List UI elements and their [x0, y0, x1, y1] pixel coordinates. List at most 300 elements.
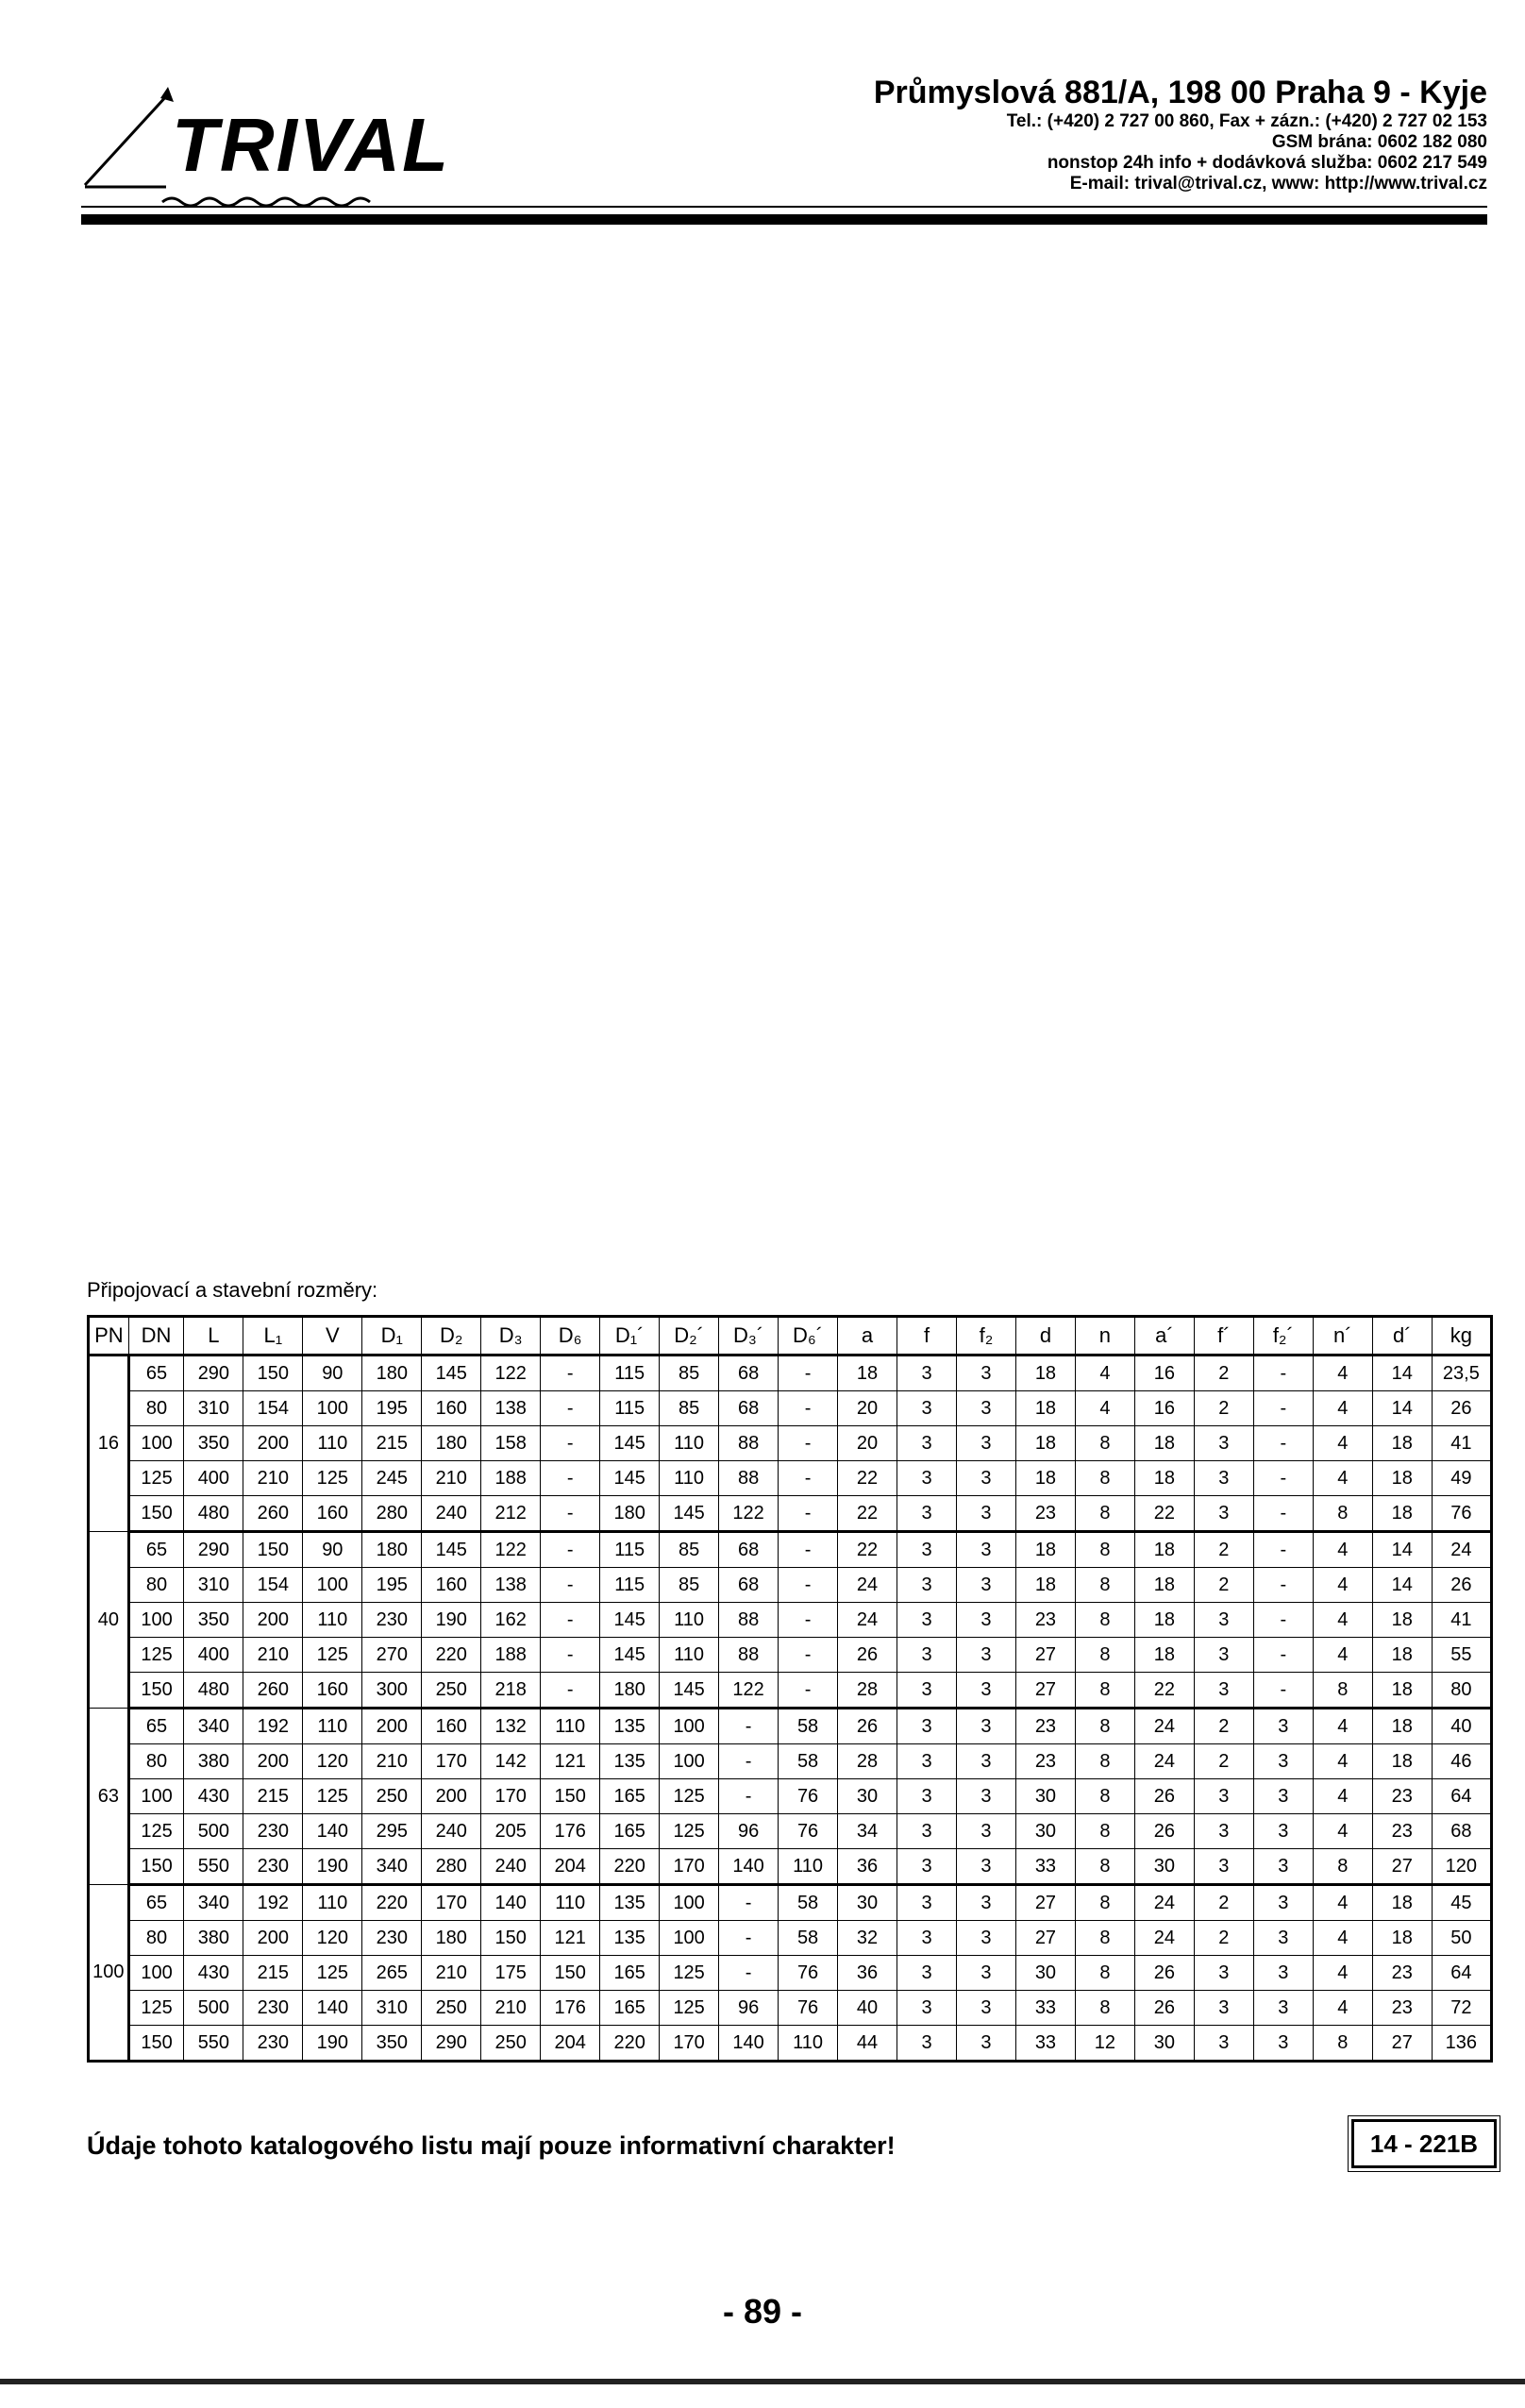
table-cell: - [779, 1568, 838, 1603]
table-cell: 140 [719, 1849, 779, 1885]
table-cell: 80 [128, 1744, 184, 1779]
table-cell: 22 [838, 1496, 897, 1532]
table-cell: 3 [897, 1744, 957, 1779]
table-cell: 3 [897, 1356, 957, 1391]
table-cell: 125 [128, 1638, 184, 1673]
table-cell: 215 [243, 1779, 303, 1814]
table-cell: 145 [600, 1461, 660, 1496]
table-row [89, 1461, 1492, 1496]
table-row [89, 1496, 1492, 1532]
table-cell: 3 [897, 1603, 957, 1638]
table-cell: 3 [956, 1921, 1015, 1956]
table-row [89, 1391, 1492, 1426]
table-cell: 22 [1134, 1496, 1194, 1532]
company-gsm: GSM brána: 0602 182 080 [1271, 132, 1487, 152]
table-cell: 80 [128, 1568, 184, 1603]
column-header: d [1015, 1317, 1075, 1356]
table-cell: 188 [481, 1461, 541, 1496]
table-row [89, 1991, 1492, 2026]
table-cell: 18 [1372, 1638, 1432, 1673]
table-cell: 125 [303, 1461, 362, 1496]
column-header: D₂ [422, 1317, 481, 1356]
table-cell: 33 [1015, 1849, 1075, 1885]
table-cell: 4 [1313, 1603, 1372, 1638]
table-cell: 23 [1372, 1991, 1432, 2026]
table-cell: 18 [1134, 1638, 1194, 1673]
table-cell: 16 [1134, 1391, 1194, 1426]
table-cell: 18 [1372, 1496, 1432, 1532]
table-cell: 3 [956, 1461, 1015, 1496]
table-cell: 3 [1253, 2026, 1313, 2062]
table-cell: 18 [1015, 1391, 1075, 1426]
table-cell: 8 [1075, 1496, 1134, 1532]
table-cell: 3 [897, 1779, 957, 1814]
table-cell: 30 [1015, 1814, 1075, 1849]
table-row [89, 1744, 1492, 1779]
table-cell: - [1253, 1568, 1313, 1603]
column-header: f [897, 1317, 957, 1356]
table-cell: 200 [243, 1426, 303, 1461]
table-cell: 125 [660, 1814, 719, 1849]
table-cell: 125 [660, 1779, 719, 1814]
table-cell: 210 [422, 1956, 481, 1991]
table-cell: 26 [1134, 1956, 1194, 1991]
table-cell: 22 [838, 1532, 897, 1568]
table-cell: 145 [660, 1496, 719, 1532]
table-cell: 500 [184, 1991, 243, 2026]
table-cell: 122 [719, 1673, 779, 1709]
table-cell: 220 [362, 1885, 422, 1921]
table-cell: 68 [719, 1568, 779, 1603]
table-cell: - [779, 1391, 838, 1426]
table-cell: 3 [897, 1814, 957, 1849]
table-cell: 22 [838, 1461, 897, 1496]
table-cell: - [779, 1603, 838, 1638]
table-cell: 24 [1134, 1744, 1194, 1779]
table-row [89, 1673, 1492, 1709]
table-cell: 110 [541, 1885, 600, 1921]
table-cell: 140 [303, 1991, 362, 2026]
table-cell: - [1253, 1673, 1313, 1709]
table-cell: 30 [1134, 2026, 1194, 2062]
table-cell: 30 [838, 1779, 897, 1814]
table-cell: 3 [897, 1568, 957, 1603]
table-cell: 176 [541, 1814, 600, 1849]
table-cell: 210 [422, 1461, 481, 1496]
table-cell: 218 [481, 1673, 541, 1709]
table-cell: 150 [243, 1356, 303, 1391]
table-cell: 145 [600, 1426, 660, 1461]
table-cell: 290 [184, 1356, 243, 1391]
table-cell: 280 [362, 1496, 422, 1532]
table-cell: 3 [897, 1849, 957, 1885]
table-cell: 3 [956, 1426, 1015, 1461]
table-cell: 23 [1372, 1814, 1432, 1849]
table-cell: 80 [128, 1391, 184, 1426]
table-cell: 480 [184, 1496, 243, 1532]
table-cell: 24 [1134, 1921, 1194, 1956]
table-cell: - [1253, 1461, 1313, 1496]
table-cell: 76 [779, 1814, 838, 1849]
column-header: d´ [1372, 1317, 1432, 1356]
table-cell: 4 [1313, 1814, 1372, 1849]
table-cell: 8 [1075, 1814, 1134, 1849]
table-cell: 210 [481, 1991, 541, 2026]
table-cell: 200 [243, 1744, 303, 1779]
table-cell: 8 [1075, 1849, 1134, 1885]
table-cell: 310 [184, 1568, 243, 1603]
table-cell: 4 [1313, 1568, 1372, 1603]
table-cell: 310 [362, 1991, 422, 2026]
table-cell: 3 [1194, 1991, 1253, 2026]
table-row [89, 1532, 1492, 1568]
table-row [89, 1921, 1492, 1956]
column-header: n [1075, 1317, 1134, 1356]
table-row [89, 1814, 1492, 1849]
table-cell: 26 [1134, 1779, 1194, 1814]
table-cell: 8 [1075, 1532, 1134, 1568]
table-cell: 18 [1372, 1921, 1432, 1956]
table-cell: 30 [1134, 1849, 1194, 1885]
table-cell: 250 [422, 1673, 481, 1709]
table-cell: 14 [1372, 1391, 1432, 1426]
table-cell: - [779, 1496, 838, 1532]
table-cell: 41 [1432, 1426, 1491, 1461]
table-cell: 23 [1015, 1603, 1075, 1638]
table-cell: 85 [660, 1356, 719, 1391]
table-cell: 154 [243, 1568, 303, 1603]
table-cell: 380 [184, 1744, 243, 1779]
table-cell: 100 [660, 1885, 719, 1921]
table-cell: 65 [128, 1885, 184, 1921]
table-cell: 23 [1372, 1956, 1432, 1991]
table-cell: 110 [303, 1603, 362, 1638]
table-cell: 220 [600, 1849, 660, 1885]
table-cell: - [779, 1673, 838, 1709]
table-cell: 4 [1313, 1921, 1372, 1956]
table-cell: 265 [362, 1956, 422, 1991]
table-cell: - [1253, 1532, 1313, 1568]
table-cell: - [719, 1709, 779, 1744]
table-cell: 230 [362, 1603, 422, 1638]
table-cell: 350 [184, 1426, 243, 1461]
table-cell: 125 [303, 1638, 362, 1673]
table-cell: 350 [184, 1603, 243, 1638]
table-cell: 24 [838, 1568, 897, 1603]
table-cell: 4 [1313, 1426, 1372, 1461]
table-cell: 68 [1432, 1814, 1491, 1849]
table-cell: 115 [600, 1391, 660, 1426]
table-cell: 122 [481, 1356, 541, 1391]
dimensions-table [87, 1315, 1493, 2063]
table-cell: 3 [1253, 1921, 1313, 1956]
table-cell: 140 [719, 2026, 779, 2062]
table-cell: 3 [1194, 1849, 1253, 1885]
table-cell: 8 [1075, 1673, 1134, 1709]
table-cell: 100 [128, 1603, 184, 1638]
company-phone: Tel.: (+420) 2 727 00 860, Fax + zázn.: (+420) 2 727 02 153 [1006, 111, 1487, 131]
table-cell: 120 [303, 1744, 362, 1779]
table-cell: 18 [1372, 1673, 1432, 1709]
table-row [89, 1426, 1492, 1461]
column-header: D₁´ [600, 1317, 660, 1356]
table-cell: 4 [1313, 1461, 1372, 1496]
table-cell: 27 [1015, 1673, 1075, 1709]
table-cell: 150 [128, 2026, 184, 2062]
table-cell: 180 [422, 1921, 481, 1956]
table-cell: 110 [303, 1426, 362, 1461]
table-cell: 18 [838, 1356, 897, 1391]
table-cell: 165 [600, 1779, 660, 1814]
table-cell: 8 [1313, 1849, 1372, 1885]
table-cell: 46 [1432, 1744, 1491, 1779]
table-cell: 110 [779, 1849, 838, 1885]
table-cell: 250 [422, 1991, 481, 2026]
table-cell: 121 [541, 1744, 600, 1779]
table-cell: 14 [1372, 1356, 1432, 1391]
table-cell: 30 [1015, 1779, 1075, 1814]
column-header: DN [128, 1317, 184, 1356]
table-cell: - [541, 1638, 600, 1673]
table-cell: 180 [600, 1496, 660, 1532]
table-cell: 100 [303, 1568, 362, 1603]
table-cell: 230 [243, 1991, 303, 2026]
table-cell: - [719, 1885, 779, 1921]
table-cell: 300 [362, 1673, 422, 1709]
table-cell: - [719, 1956, 779, 1991]
table-cell: 176 [541, 1991, 600, 2026]
table-cell: 180 [362, 1356, 422, 1391]
table-cell: - [541, 1426, 600, 1461]
table-cell: 125 [303, 1779, 362, 1814]
table-cell: 220 [422, 1638, 481, 1673]
table-cell: 76 [779, 1956, 838, 1991]
column-header: f₂´ [1253, 1317, 1313, 1356]
table-cell: 240 [422, 1814, 481, 1849]
table-cell: 4 [1313, 1779, 1372, 1814]
table-cell: 150 [128, 1849, 184, 1885]
table-cell: - [1253, 1391, 1313, 1426]
column-header: n´ [1313, 1317, 1372, 1356]
trival-logo [81, 83, 450, 206]
table-cell: 3 [1194, 1956, 1253, 1991]
table-row [89, 1956, 1492, 1991]
column-header: L₁ [243, 1317, 303, 1356]
table-cell: 3 [897, 1426, 957, 1461]
table-cell: 150 [481, 1921, 541, 1956]
table-cell: 8 [1075, 1744, 1134, 1779]
table-cell: 190 [422, 1603, 481, 1638]
table-cell: 110 [660, 1426, 719, 1461]
table-cell: 27 [1015, 1921, 1075, 1956]
table-cell: 260 [243, 1496, 303, 1532]
table-cell: 8 [1075, 1956, 1134, 1991]
table-cell: 18 [1134, 1426, 1194, 1461]
table-cell: 4 [1313, 1709, 1372, 1744]
table-cell: - [719, 1779, 779, 1814]
table-cell: 23 [1015, 1744, 1075, 1779]
table-cell: 310 [184, 1391, 243, 1426]
column-header: kg [1432, 1317, 1491, 1356]
table-cell: 110 [779, 2026, 838, 2062]
table-row [89, 1849, 1492, 1885]
table-cell: 135 [600, 1885, 660, 1921]
table-cell: 3 [897, 1991, 957, 2026]
table-cell: 85 [660, 1391, 719, 1426]
table-cell: 58 [779, 1709, 838, 1744]
table-cell: 3 [956, 1814, 1015, 1849]
table-cell: 115 [600, 1356, 660, 1391]
table-cell: 3 [956, 1991, 1015, 2026]
table-row [89, 2026, 1492, 2062]
table-cell: 430 [184, 1956, 243, 1991]
table-cell: 3 [956, 1532, 1015, 1568]
table-cell: 170 [481, 1779, 541, 1814]
table-cell: 26 [1134, 1814, 1194, 1849]
column-header: D₆´ [779, 1317, 838, 1356]
table-cell: 230 [362, 1921, 422, 1956]
table-cell: 3 [897, 1461, 957, 1496]
table-cell: 290 [422, 2026, 481, 2062]
table-cell: 480 [184, 1673, 243, 1709]
table-cell: - [541, 1496, 600, 1532]
column-header: D₃ [481, 1317, 541, 1356]
table-cell: 18 [1372, 1709, 1432, 1744]
table-cell: 150 [541, 1779, 600, 1814]
table-cell: 215 [243, 1956, 303, 1991]
table-cell: 3 [1253, 1849, 1313, 1885]
table-cell: 170 [660, 1849, 719, 1885]
table-cell: 18 [1372, 1426, 1432, 1461]
table-cell: - [779, 1356, 838, 1391]
table-cell: 162 [481, 1603, 541, 1638]
table-cell: 18 [1134, 1461, 1194, 1496]
table-cell: 100 [128, 1956, 184, 1991]
table-cell: 45 [1432, 1885, 1491, 1921]
table-cell: 36 [838, 1956, 897, 1991]
column-header: V [303, 1317, 362, 1356]
table-cell: - [779, 1426, 838, 1461]
column-header: D₂´ [660, 1317, 719, 1356]
table-cell: 33 [1015, 2026, 1075, 2062]
table-cell: 212 [481, 1496, 541, 1532]
table-cell: 85 [660, 1568, 719, 1603]
table-cell: - [1253, 1603, 1313, 1638]
table-cell: 200 [243, 1921, 303, 1956]
table-cell: 150 [128, 1673, 184, 1709]
catalog-number-badge: 14 - 221B [1351, 2119, 1497, 2168]
table-cell: 120 [1432, 1849, 1491, 1885]
table-cell: 550 [184, 2026, 243, 2062]
table-cell: 23 [1015, 1709, 1075, 1744]
table-cell: 160 [422, 1391, 481, 1426]
column-header: a´ [1134, 1317, 1194, 1356]
table-cell: 8 [1075, 1885, 1134, 1921]
table-cell: 4 [1313, 1885, 1372, 1921]
table-cell: - [541, 1673, 600, 1709]
table-cell: 3 [956, 1885, 1015, 1921]
table-cell: 3 [1194, 2026, 1253, 2062]
bottom-divider [0, 2379, 1525, 2384]
column-header: D₆ [541, 1317, 600, 1356]
table-cell: - [541, 1568, 600, 1603]
table-cell: 26 [1432, 1391, 1491, 1426]
table-cell: 3 [956, 1391, 1015, 1426]
table-cell: - [779, 1461, 838, 1496]
table-cell: 23 [1372, 1779, 1432, 1814]
table-cell: 3 [1253, 1709, 1313, 1744]
pn-group-cell: 100 [89, 1885, 129, 2062]
table-cell: 80 [1432, 1673, 1491, 1709]
table-header-row [89, 1317, 1492, 1356]
header-divider-thin [81, 206, 1487, 208]
table-cell: 165 [600, 1956, 660, 1991]
table-cell: 192 [243, 1709, 303, 1744]
table-cell: 138 [481, 1391, 541, 1426]
table-cell: 26 [838, 1638, 897, 1673]
table-cell: 350 [362, 2026, 422, 2062]
table-cell: 125 [660, 1956, 719, 1991]
table-cell: 4 [1313, 1356, 1372, 1391]
table-cell: 204 [541, 2026, 600, 2062]
table-cell: 180 [600, 1673, 660, 1709]
table-cell: 290 [184, 1532, 243, 1568]
table-cell: 240 [481, 1849, 541, 1885]
table-cell: 24 [838, 1603, 897, 1638]
table-cell: 4 [1313, 1532, 1372, 1568]
table-cell: 430 [184, 1779, 243, 1814]
table-cell: 140 [303, 1814, 362, 1849]
table-cell: 240 [422, 1496, 481, 1532]
table-cell: - [1253, 1638, 1313, 1673]
table-cell: 3 [1253, 1885, 1313, 1921]
table-cell: 90 [303, 1356, 362, 1391]
table-row [89, 1603, 1492, 1638]
table-cell: 150 [243, 1532, 303, 1568]
table-cell: 110 [660, 1461, 719, 1496]
table-cell: 40 [1432, 1709, 1491, 1744]
table-cell: 250 [481, 2026, 541, 2062]
table-cell: 18 [1134, 1603, 1194, 1638]
table-cell: 76 [779, 1991, 838, 2026]
table-cell: 18 [1372, 1744, 1432, 1779]
table-cell: 2 [1194, 1391, 1253, 1426]
table-cell: 145 [660, 1673, 719, 1709]
table-cell: 8 [1075, 1921, 1134, 1956]
table-cell: 4 [1075, 1356, 1134, 1391]
table-cell: 140 [481, 1885, 541, 1921]
table-cell: 2 [1194, 1568, 1253, 1603]
table-cell: 40 [838, 1991, 897, 2026]
table-cell: 122 [719, 1496, 779, 1532]
table-cell: 200 [362, 1709, 422, 1744]
table-cell: 165 [600, 1991, 660, 2026]
table-cell: 100 [128, 1426, 184, 1461]
table-cell: 3 [1253, 1956, 1313, 1991]
table-cell: 3 [956, 1673, 1015, 1709]
table-row [89, 1709, 1492, 1744]
table-cell: 192 [243, 1885, 303, 1921]
table-cell: 41 [1432, 1603, 1491, 1638]
table-cell: 125 [303, 1956, 362, 1991]
table-cell: 230 [243, 1849, 303, 1885]
table-cell: 3 [1194, 1779, 1253, 1814]
table-cell: - [1253, 1356, 1313, 1391]
table-cell: 190 [303, 2026, 362, 2062]
table-cell: 122 [481, 1532, 541, 1568]
table-cell: 20 [838, 1426, 897, 1461]
table-cell: 8 [1075, 1568, 1134, 1603]
